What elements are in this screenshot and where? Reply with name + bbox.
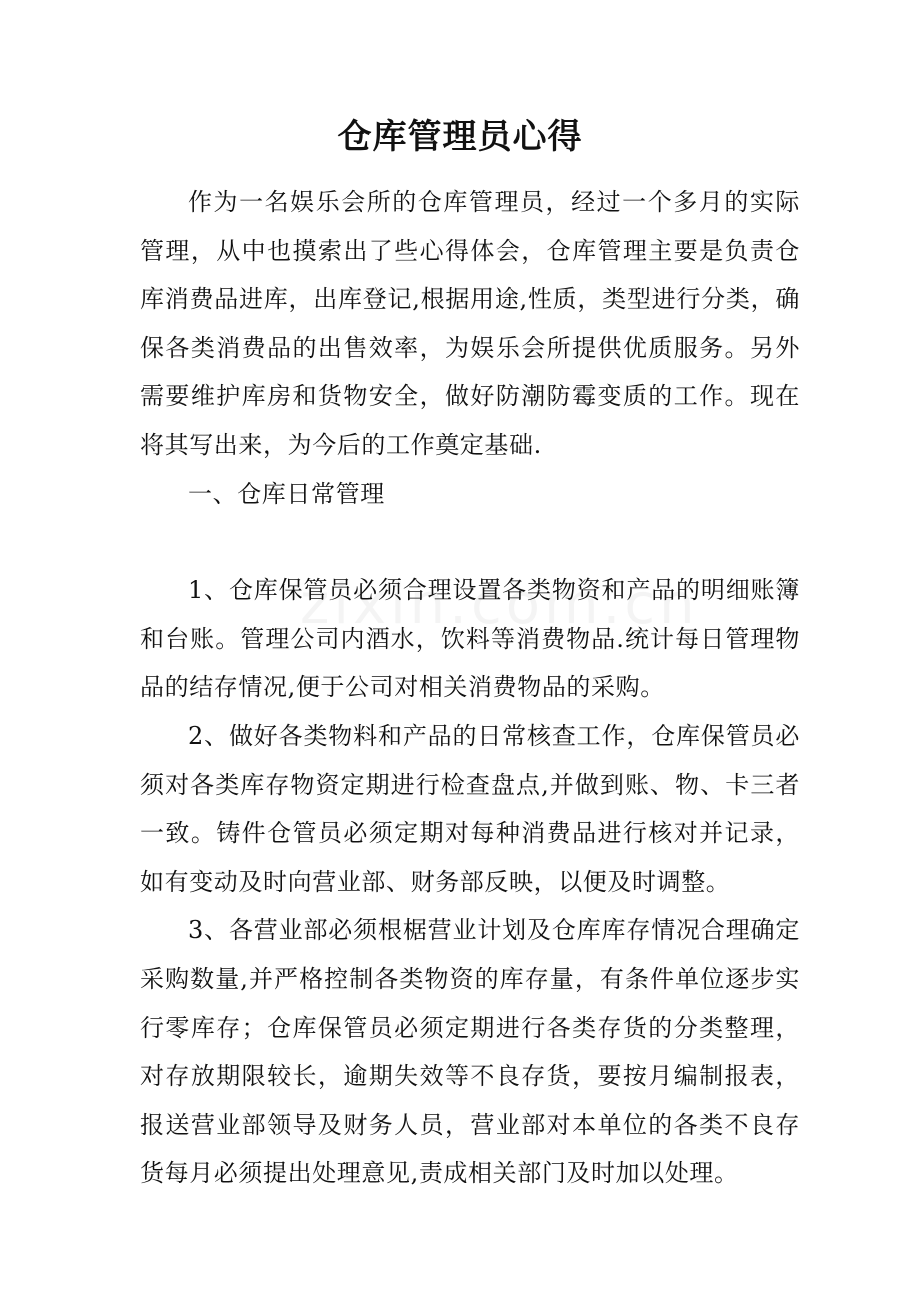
document-title: 仓库管理员心得 <box>337 117 583 157</box>
item-paragraph-1: 1、仓库保管员必须合理设置各类物资和产品的明细账簿和台账。管理公司内酒水，饮料等消费物品.统计每日管理物品的结存情况,便于公司对相关消费物品的采购。 <box>140 576 800 702</box>
intro-paragraph: 作为一名娱乐会所的仓库管理员，经过一个多月的实际管理，从中也摸索出了些心得体会，仓库管理主要是负责仓库消费品进库，出库登记,根据用途,性质，类型进行分类，确保各类消费品的出售效率，为娱乐会所提供优质服务。另外需要维护库房和货物安全，做好防潮防霉变质的工作。现在将其写出来，为今后的工作奠定基础. <box>140 188 800 459</box>
document-body <box>140 178 800 1198</box>
section-heading: 一、仓库日常管理 <box>188 479 385 508</box>
item-paragraph-2: 2、做好各类物料和产品的日常核查工作，仓库保管员必须对各类库存物资定期进行检查盘点,并做到账、物、卡三者一致。铸件仓管员必须定期对每种消费品进行核对并记录，如有变动及时向营业部、财务部反映，以便及时调整。 <box>140 721 800 896</box>
item-paragraph-3: 3、各营业部必须根椐营业计划及仓库库存情况合理确定采购数量,并严格控制各类物资的库存量，有条件单位逐步实行零库存；仓库保管员必须定期进行各类存货的分类整理，对存放期限较长，逾期失效等不良存货，要按月编制报表，报送营业部领导及财务人员，营业部对本单位的各类不良存货每月必须提出处理意见,责成相关部门及时加以处理。 <box>140 916 800 1188</box>
